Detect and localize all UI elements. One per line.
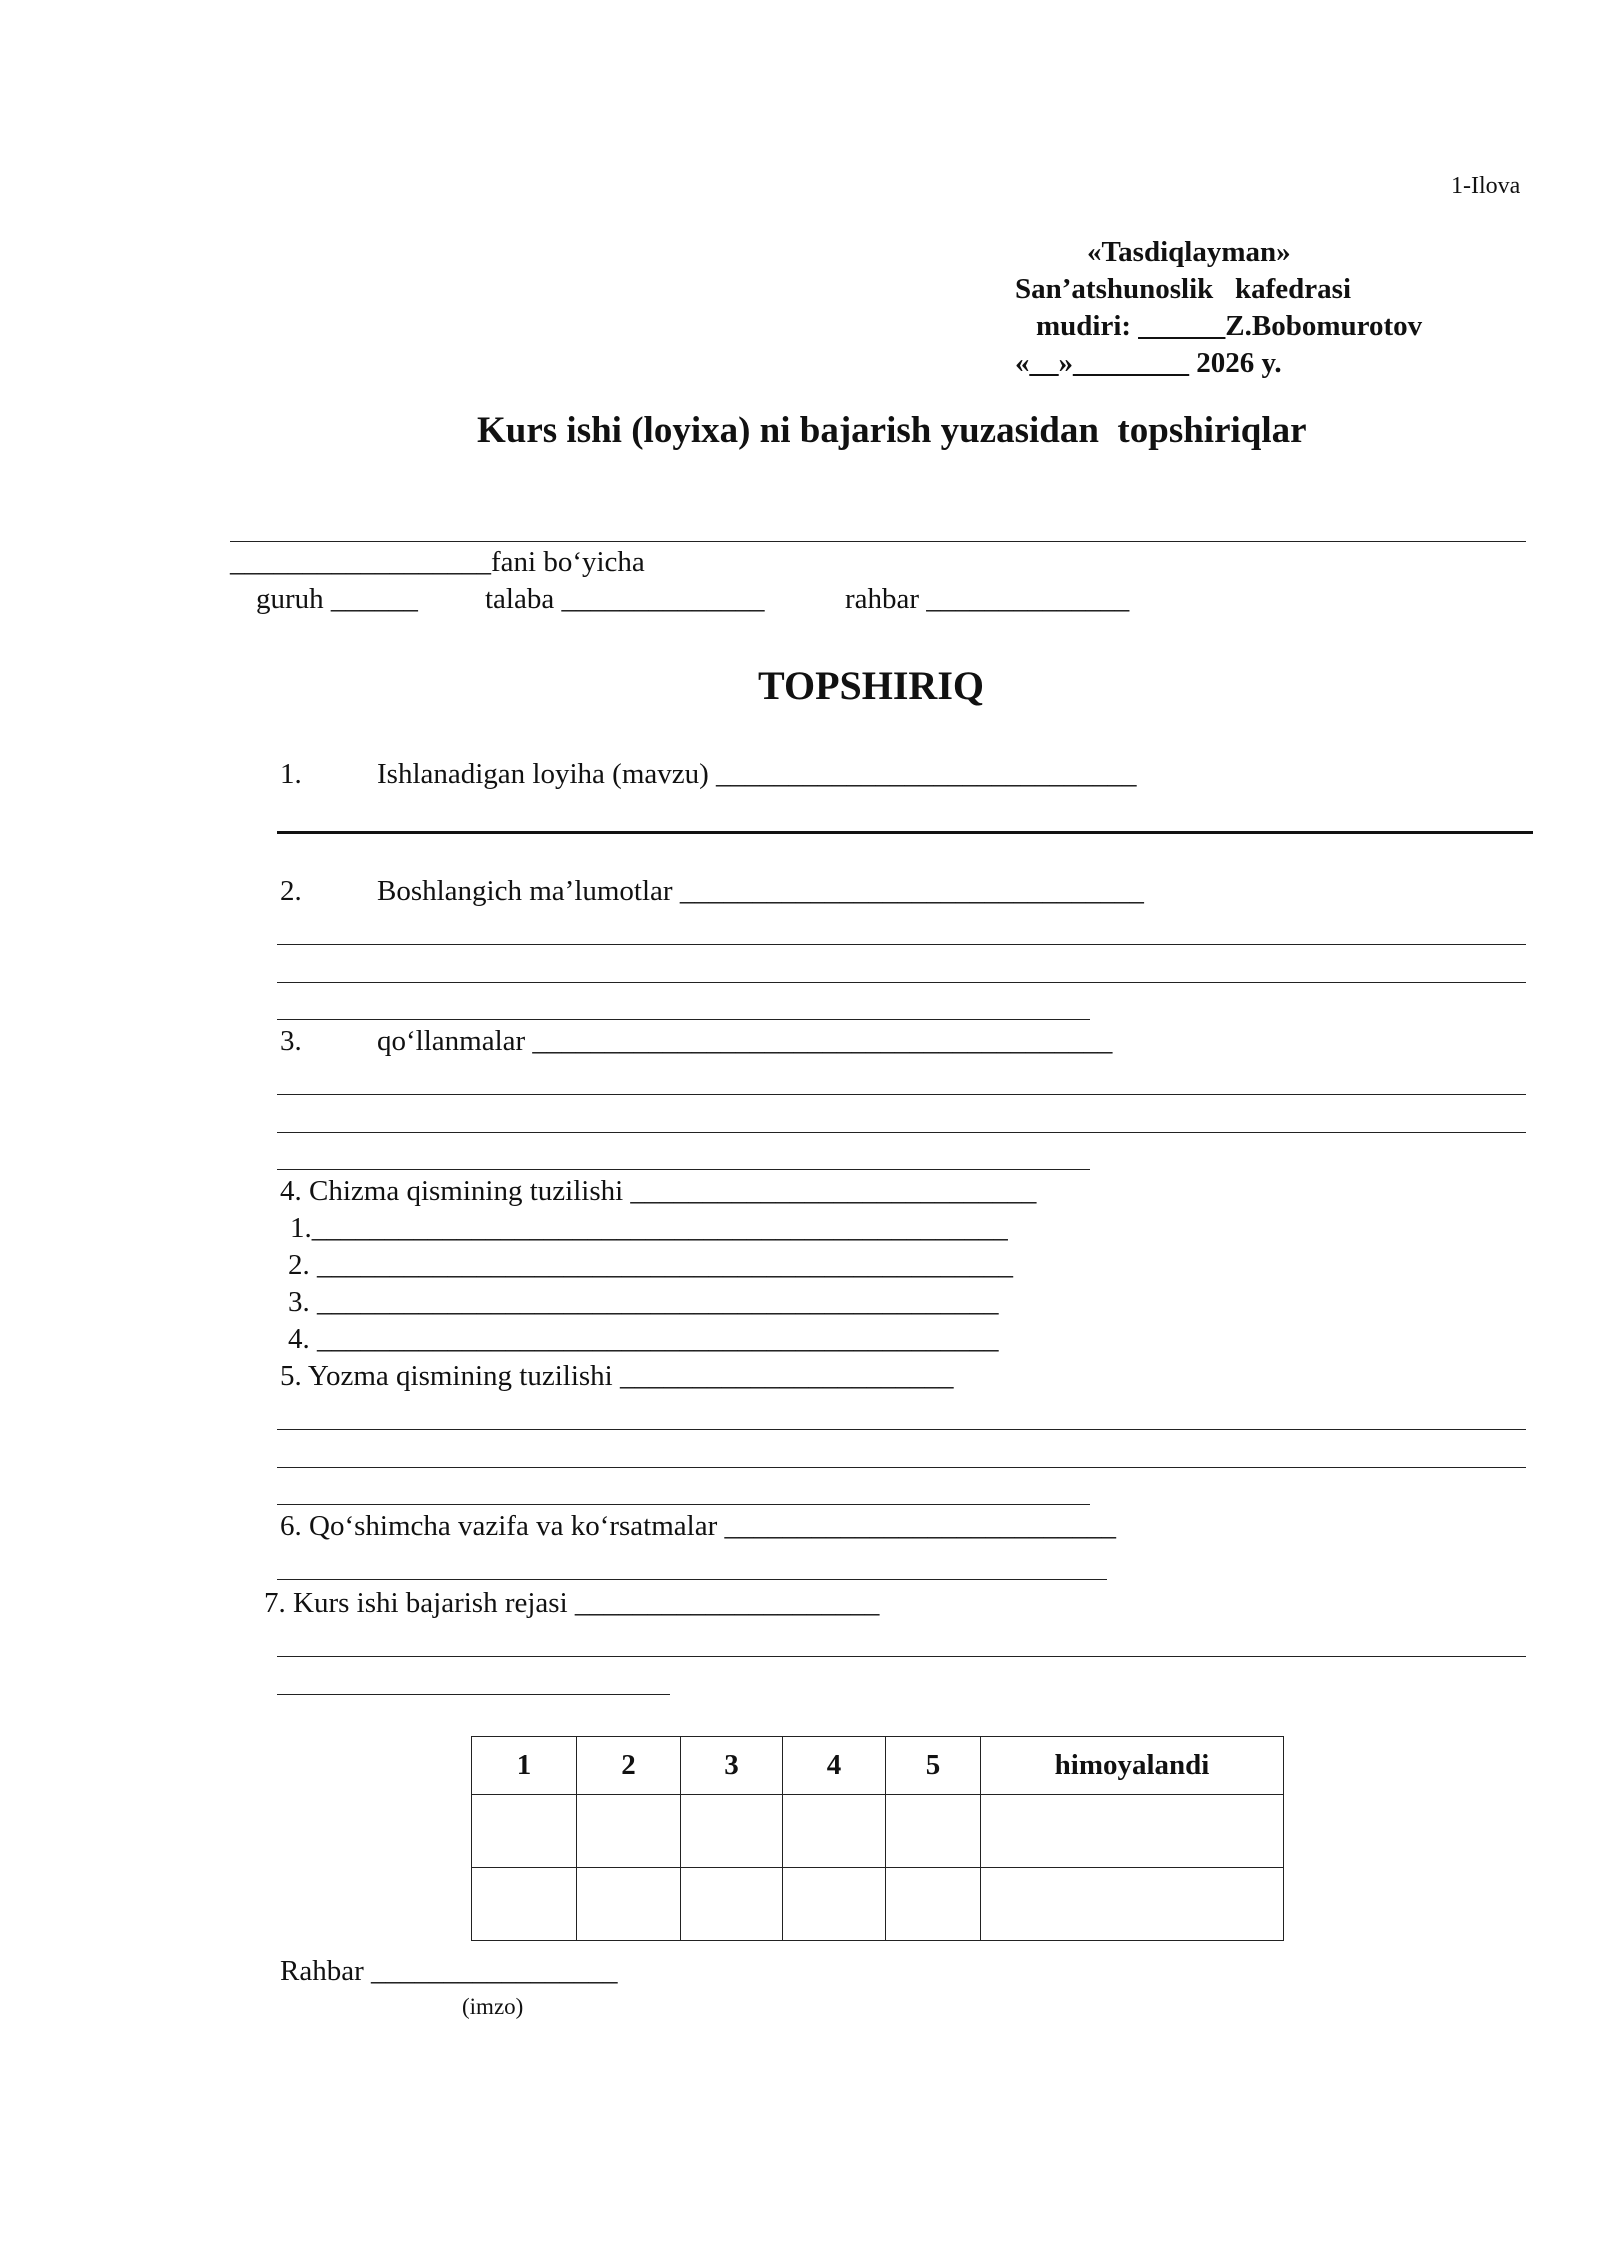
table-header-cell: himoyalandi [981, 1737, 1284, 1795]
approval-date: «__»________ 2026 y. [1015, 347, 1282, 379]
table-cell[interactable] [472, 1795, 577, 1868]
table-cell[interactable] [783, 1795, 886, 1868]
appendix-label: 1-Ilova [1451, 173, 1521, 199]
table-cell[interactable] [577, 1868, 681, 1941]
blank-line [277, 1132, 1526, 1133]
item-2-text: Boshlangich ma’lumotlar ________________________________ [377, 875, 1144, 907]
table-header-cell: 1 [472, 1737, 577, 1795]
item-4-sub-3: 3. _______________________________________________ [288, 1286, 999, 1318]
heavy-divider [277, 831, 1533, 834]
table-cell[interactable] [886, 1868, 981, 1941]
subject-line: __________________fani bo‘yicha [230, 546, 645, 578]
item-3-text: qo‘llanmalar ________________________________________ [377, 1025, 1113, 1057]
table-header-cell: 4 [783, 1737, 886, 1795]
defense-table [471, 1736, 1284, 1941]
table-row [472, 1868, 1284, 1941]
table-cell[interactable] [681, 1795, 783, 1868]
approval-label: «Tasdiqlayman» [1087, 236, 1291, 268]
item-1-text: Ishlanadigan loyiha (mavzu) _____________________________ [377, 758, 1137, 790]
table-row [472, 1795, 1284, 1868]
blank-line [277, 982, 1526, 983]
blank-line [277, 1504, 1090, 1505]
blank-line [277, 1169, 1090, 1170]
department-head: mudiri: ______Z.Bobomurotov [1036, 310, 1423, 342]
item-4-text: 4. Chizma qismining tuzilishi ____________________________ [280, 1175, 1037, 1207]
signature-caption: (imzo) [462, 1994, 524, 2019]
blank-line [277, 1579, 1107, 1580]
table-header-cell: 3 [681, 1737, 783, 1795]
blank-line [277, 1467, 1526, 1468]
table-cell[interactable] [981, 1795, 1284, 1868]
blank-line [277, 1656, 1526, 1657]
blank-line [230, 541, 1526, 542]
item-1-number: 1. [280, 758, 302, 790]
table-cell[interactable] [783, 1868, 886, 1941]
table-header-cell: 2 [577, 1737, 681, 1795]
table-cell[interactable] [681, 1868, 783, 1941]
item-5-text: 5. Yozma qismining tuzilishi _______________________ [280, 1360, 954, 1392]
student-field: talaba ______________ [485, 583, 765, 615]
section-title: TOPSHIRIQ [758, 663, 984, 708]
item-6-text: 6. Qo‘shimcha vazifa va ko‘rsatmalar ___________________________ [280, 1510, 1116, 1542]
blank-line [277, 1094, 1526, 1095]
signature-line: Rahbar _________________ [280, 1955, 618, 1987]
item-4-sub-2: 2. ________________________________________________ [288, 1249, 1013, 1281]
supervisor-field: rahbar ______________ [845, 583, 1130, 615]
table-cell[interactable] [577, 1795, 681, 1868]
table-header-cell: 5 [886, 1737, 981, 1795]
item-4-sub-1: 1.________________________________________________ [290, 1212, 1008, 1244]
blank-line [277, 1429, 1526, 1430]
item-7-text: 7. Kurs ishi bajarish rejasi _____________________ [264, 1587, 880, 1619]
item-2-number: 2. [280, 875, 302, 907]
group-field: guruh ______ [256, 583, 418, 615]
table-cell[interactable] [472, 1868, 577, 1941]
table-cell[interactable] [886, 1795, 981, 1868]
table-header-row [472, 1737, 1284, 1795]
department-label: San’atshunoslik kafedrasi [1015, 273, 1352, 305]
blank-line [277, 1019, 1090, 1020]
item-4-sub-4: 4. _______________________________________________ [288, 1323, 999, 1355]
page-title: Kurs ishi (loyixa) ni bajarish yuzasidan topshiriqlar [477, 410, 1307, 451]
blank-line [277, 1694, 670, 1695]
item-3-number: 3. [280, 1025, 302, 1057]
blank-line [277, 944, 1526, 945]
table-cell[interactable] [981, 1868, 1284, 1941]
